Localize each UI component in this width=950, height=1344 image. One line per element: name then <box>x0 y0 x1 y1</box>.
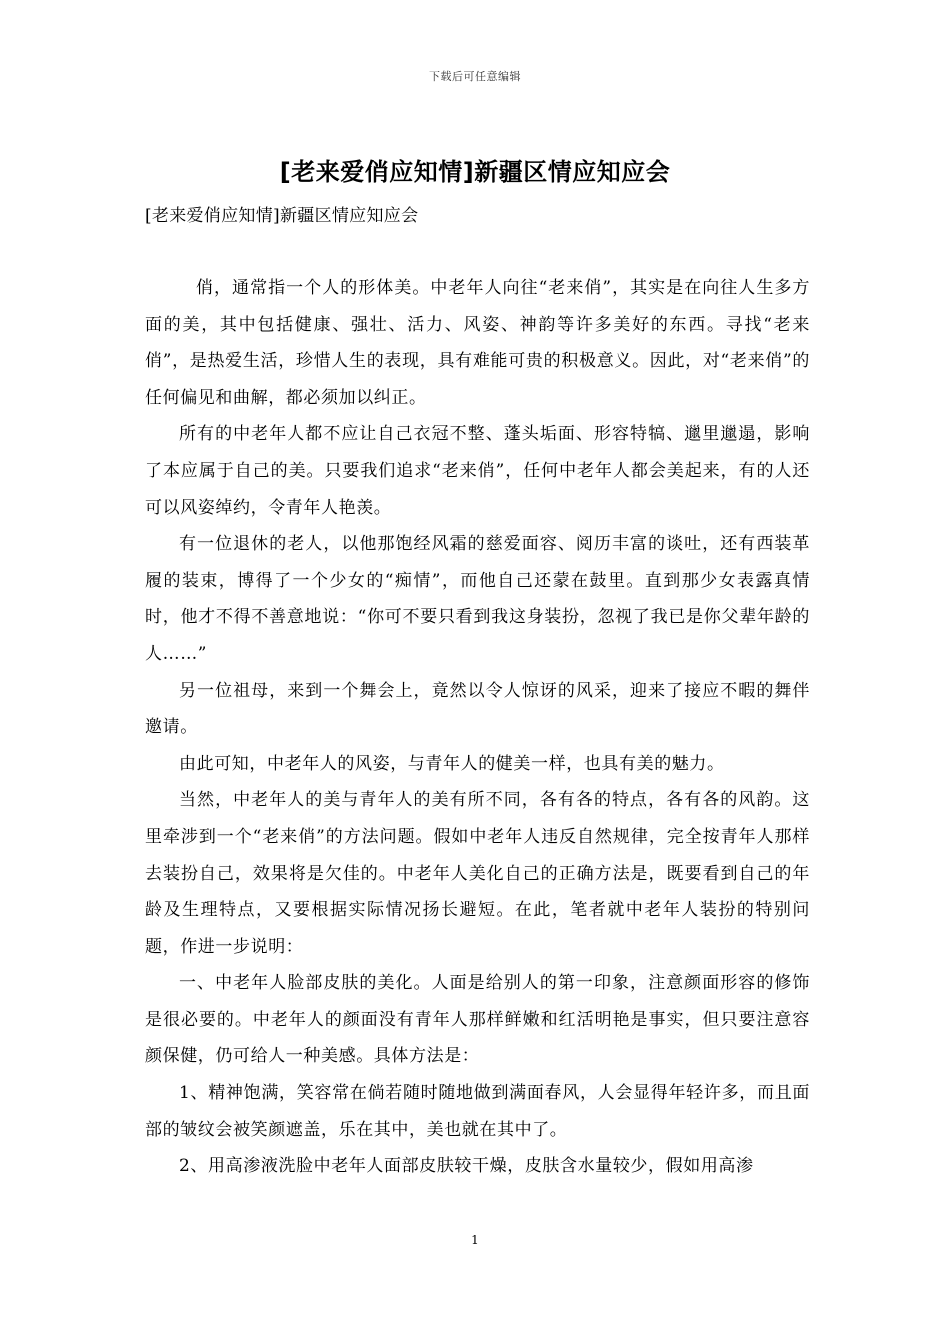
header-note: 下载后可任意编辑 <box>429 70 521 83</box>
paragraph: 由此可知，中老年人的风姿，与青年人的健美一样，也具有美的魅力。 <box>179 753 725 774</box>
document-subtitle: [老来爱俏应知情]新疆区情应知应会 <box>145 206 419 226</box>
paragraph: 所有的中老年人都不应让自己衣冠不整、蓬头垢面、形容特犒、邋里邋遢，影响了本应属于自己的美。只要我们追求“老来俏”，任何中老年人都会美起来，有的人还可以风姿绰约，令青年人艳羡。 <box>145 424 810 518</box>
body-text <box>145 270 810 1185</box>
paragraph: 一、中老年人脸部皮肤的美化。人面是给别人的第一印象，注意颜面形容的修饰是很必要的。中老年人的颜面没有青年人那样鲜嫩和红活明艳是事实，但只要注意容颜保健，仍可给人一种美感。具体方法是： <box>145 973 810 1067</box>
paragraph: 另一位祖母，来到一个舞会上，竟然以令人惊讶的风采，迎来了接应不暇的舞伴邀请。 <box>145 680 810 738</box>
document-title: [老来爱俏应知情]新疆区情应知应会 <box>279 158 671 186</box>
paragraph: 当然，中老年人的美与青年人的美有所不同，各有各的特点，各有各的风韵。这里牵涉到一个“老来俏”的方法问题。假如中老年人违反自然规律，完全按青年人那样去装扮自己，效果将是欠佳的。中老年人美化自己的正确方法是，既要看到自己的年龄及生理特点，又要根据实际情况扬长避短。在此，笔者就中老年人装扮的特别问题，作进一步说明： <box>145 790 810 957</box>
paragraph: 1、精神饱满，笑容常在倘若随时随地做到满面春风，人会显得年轻许多，而且面部的皱纹会被笑颜遮盖，乐在其中，美也就在其中了。 <box>145 1083 810 1140</box>
page-number: 1 <box>471 1233 479 1247</box>
paragraph: 俏，通常指一个人的形体美。中老年人向往“老来俏”，其实是在向往人生多方面的美，其中包括健康、强壮、活力、风姿、神韵等许多美好的东西。寻找“老来俏”，是热爱生活，珍惜人生的表现，具有难能可贵的积极意义。因此，对“老来俏”的任何偏见和曲解，都必须加以纠正。 <box>145 278 810 408</box>
paragraph: 有一位退休的老人，以他那饱经风霜的慈爱面容、阅历丰富的谈吐，还有西装革履的装束，博得了一个少女的“痴情”，而他自己还蒙在鼓里。直到那少女表露真情时，他才不得不善意地说：“你可不要只看到我这身装扮，忽视了我已是你父辈年龄的人……” <box>145 534 810 664</box>
paragraph: 2、用高渗液洗脸中老年人面部皮肤较干燥，皮肤含水量较少，假如用高渗 <box>179 1156 754 1177</box>
